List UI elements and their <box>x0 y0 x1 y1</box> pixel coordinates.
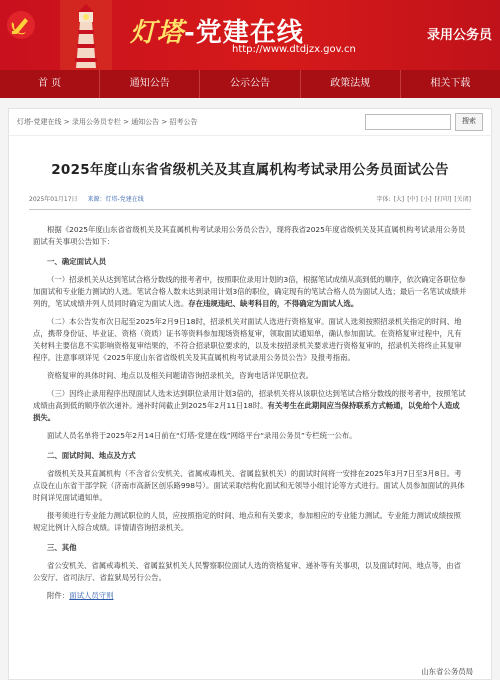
attachment-link[interactable]: 面试人员守则 <box>69 590 114 600</box>
font-label: 字体: <box>376 196 391 203</box>
breadcrumb-item[interactable]: 录用公务员专栏 <box>71 118 121 126</box>
article-meta <box>29 194 471 210</box>
attachment: 附件：面试人员守则 <box>47 590 114 600</box>
breadcrumb-item[interactable]: 通知公告 <box>131 118 160 126</box>
article-source: 来源：灯塔-党建在线 <box>87 196 144 203</box>
breadcrumb: 灯塔-党建在线 > 录用公务员专栏 > 通知公告 > 招考公告 搜索 <box>9 109 491 136</box>
breadcrumb-item[interactable]: 招考公告 <box>169 118 198 126</box>
font-large-button[interactable]: [大] <box>393 196 405 203</box>
nav-policies[interactable]: 政策法规 <box>301 70 401 98</box>
search-area <box>365 113 483 131</box>
nav-downloads[interactable]: 相关下载 <box>430 78 471 89</box>
site-url: http://www.dtdjzx.gov.cn <box>232 44 356 55</box>
section-heading: 二、面试时间、地点及方式 <box>47 450 136 460</box>
paragraph: 省公安机关、省属戒毒机关、省属监狱机关人民警察职位面试人选的资格复审、递补等有关事项，以及面试时间、地点等，由省公安厅、省司法厅、省监狱局另行公告。 <box>33 560 461 582</box>
page-title: 2025年度山东省省级机关及其直属机构考试录用公务员面试公告 <box>51 162 449 178</box>
issuer-signature: 山东省公务员局 <box>421 667 473 676</box>
paragraph: 资格复审的具体时间、地点以及相关问题请咨询招录机关，咨询电话详见职位表。 <box>47 370 314 380</box>
paragraph: 面试人员名单将于2025年2月14日前在“灯塔-党建在线”网络平台“录用公务员”专栏统一公布。 <box>47 430 357 440</box>
font-small-button[interactable]: [小] <box>420 196 432 203</box>
section-heading: 一、确定面试人员 <box>47 256 107 266</box>
site-logo-text: 灯塔-党建在线 <box>130 18 304 48</box>
paragraph: （一）招录机关从达到笔试合格分数线的报考者中，按照职位录用计划的3倍，根据笔试成绩从高到低的顺序，依次确定各职位参加面试和专业能力测试的人选。笔试合格人数未达到录用计划3倍的职位，确定现有的笔试合格人员为面试人选；最后一名笔试成绩并列的，笔试成绩并列人员同时确定为面试人选。存在违规违纪、缺考科目的，不得确定为面试人选。 <box>33 274 467 308</box>
article-container <box>8 108 492 680</box>
search-button[interactable]: 搜索 <box>455 113 483 131</box>
paragraph: 报考须进行专业能力测试职位的人员，应按照指定的时间、地点和有关要求，参加相应的专业能力测试。专业能力测试成绩按照规定比例计入综合成绩。详情请咨询招录机关。 <box>33 510 461 532</box>
close-button[interactable]: [关闭] <box>454 196 471 203</box>
party-emblem-icon <box>6 10 36 40</box>
nav-announcements[interactable]: 公示公告 <box>200 70 300 98</box>
main-nav <box>0 70 500 98</box>
nav-home[interactable]: 首 页 <box>0 70 100 98</box>
nav-notices[interactable]: 通知公告 <box>100 70 200 98</box>
site-header <box>0 0 500 70</box>
column-title: 录用公务员 <box>426 28 492 43</box>
font-size-controls <box>377 194 471 203</box>
print-button[interactable]: [打印] <box>434 196 452 203</box>
lighthouse-icon <box>60 0 112 70</box>
font-medium-button[interactable]: [中] <box>407 196 418 203</box>
article-body <box>33 224 467 602</box>
breadcrumb-item[interactable]: 灯塔-党建在线 <box>17 118 62 126</box>
paragraph: （三）因终止录用程序出现面试人选未达到职位录用计划3倍的，招录机关将从该职位达到笔试合格分数线的报考者中，按照笔试成绩由高到低的顺序依次递补。递补时间截止到2025年2月11日18时。有关考生在此期间应当保持联系方式畅通，以免给个人造成损失。 <box>33 388 466 422</box>
paragraph: 省级机关及其直属机构（不含省公安机关、省属戒毒机关、省属监狱机关）的面试时间将一安排在2025年3月7日至3月8日。考点设在山东省干部学院（济南市高新区创乐路998号）。面试采取结构化面试和无领导小组讨论等方式进行。面试人员参加面试的具体时间详见面试通知单。 <box>33 468 465 502</box>
section-heading: 三、其他 <box>47 542 77 552</box>
search-input[interactable] <box>365 114 451 130</box>
paragraph: 根据《2025年度山东省省级机关及其直属机构考试录用公务员公告》，现将我省2025年度省级机关及其直属机构考试录用公务员面试有关事项公告如下： <box>33 225 466 246</box>
publish-date: 2025年01月17日 <box>29 196 78 203</box>
paragraph: （二）本公告发布次日起至2025年2月9日18时，招录机关对面试人选进行资格复审。面试人选须按照招录机关指定的时间、地点，携带身份证、毕业证、资格（资质）证书等资料参加现场资格复审，领取面试通知单，确认参加面试。在资格复审过程中，凡有关材料主要信息不实影响资格复审结果的，不符合招录职位要求的，以及未按招录机关要求进行资格复审的，招录机关将终止其复审程序。注意事项详见《2025年度山东省省级机关及其直属机构考试录用公务员公告》及报考指南。 <box>33 316 462 362</box>
